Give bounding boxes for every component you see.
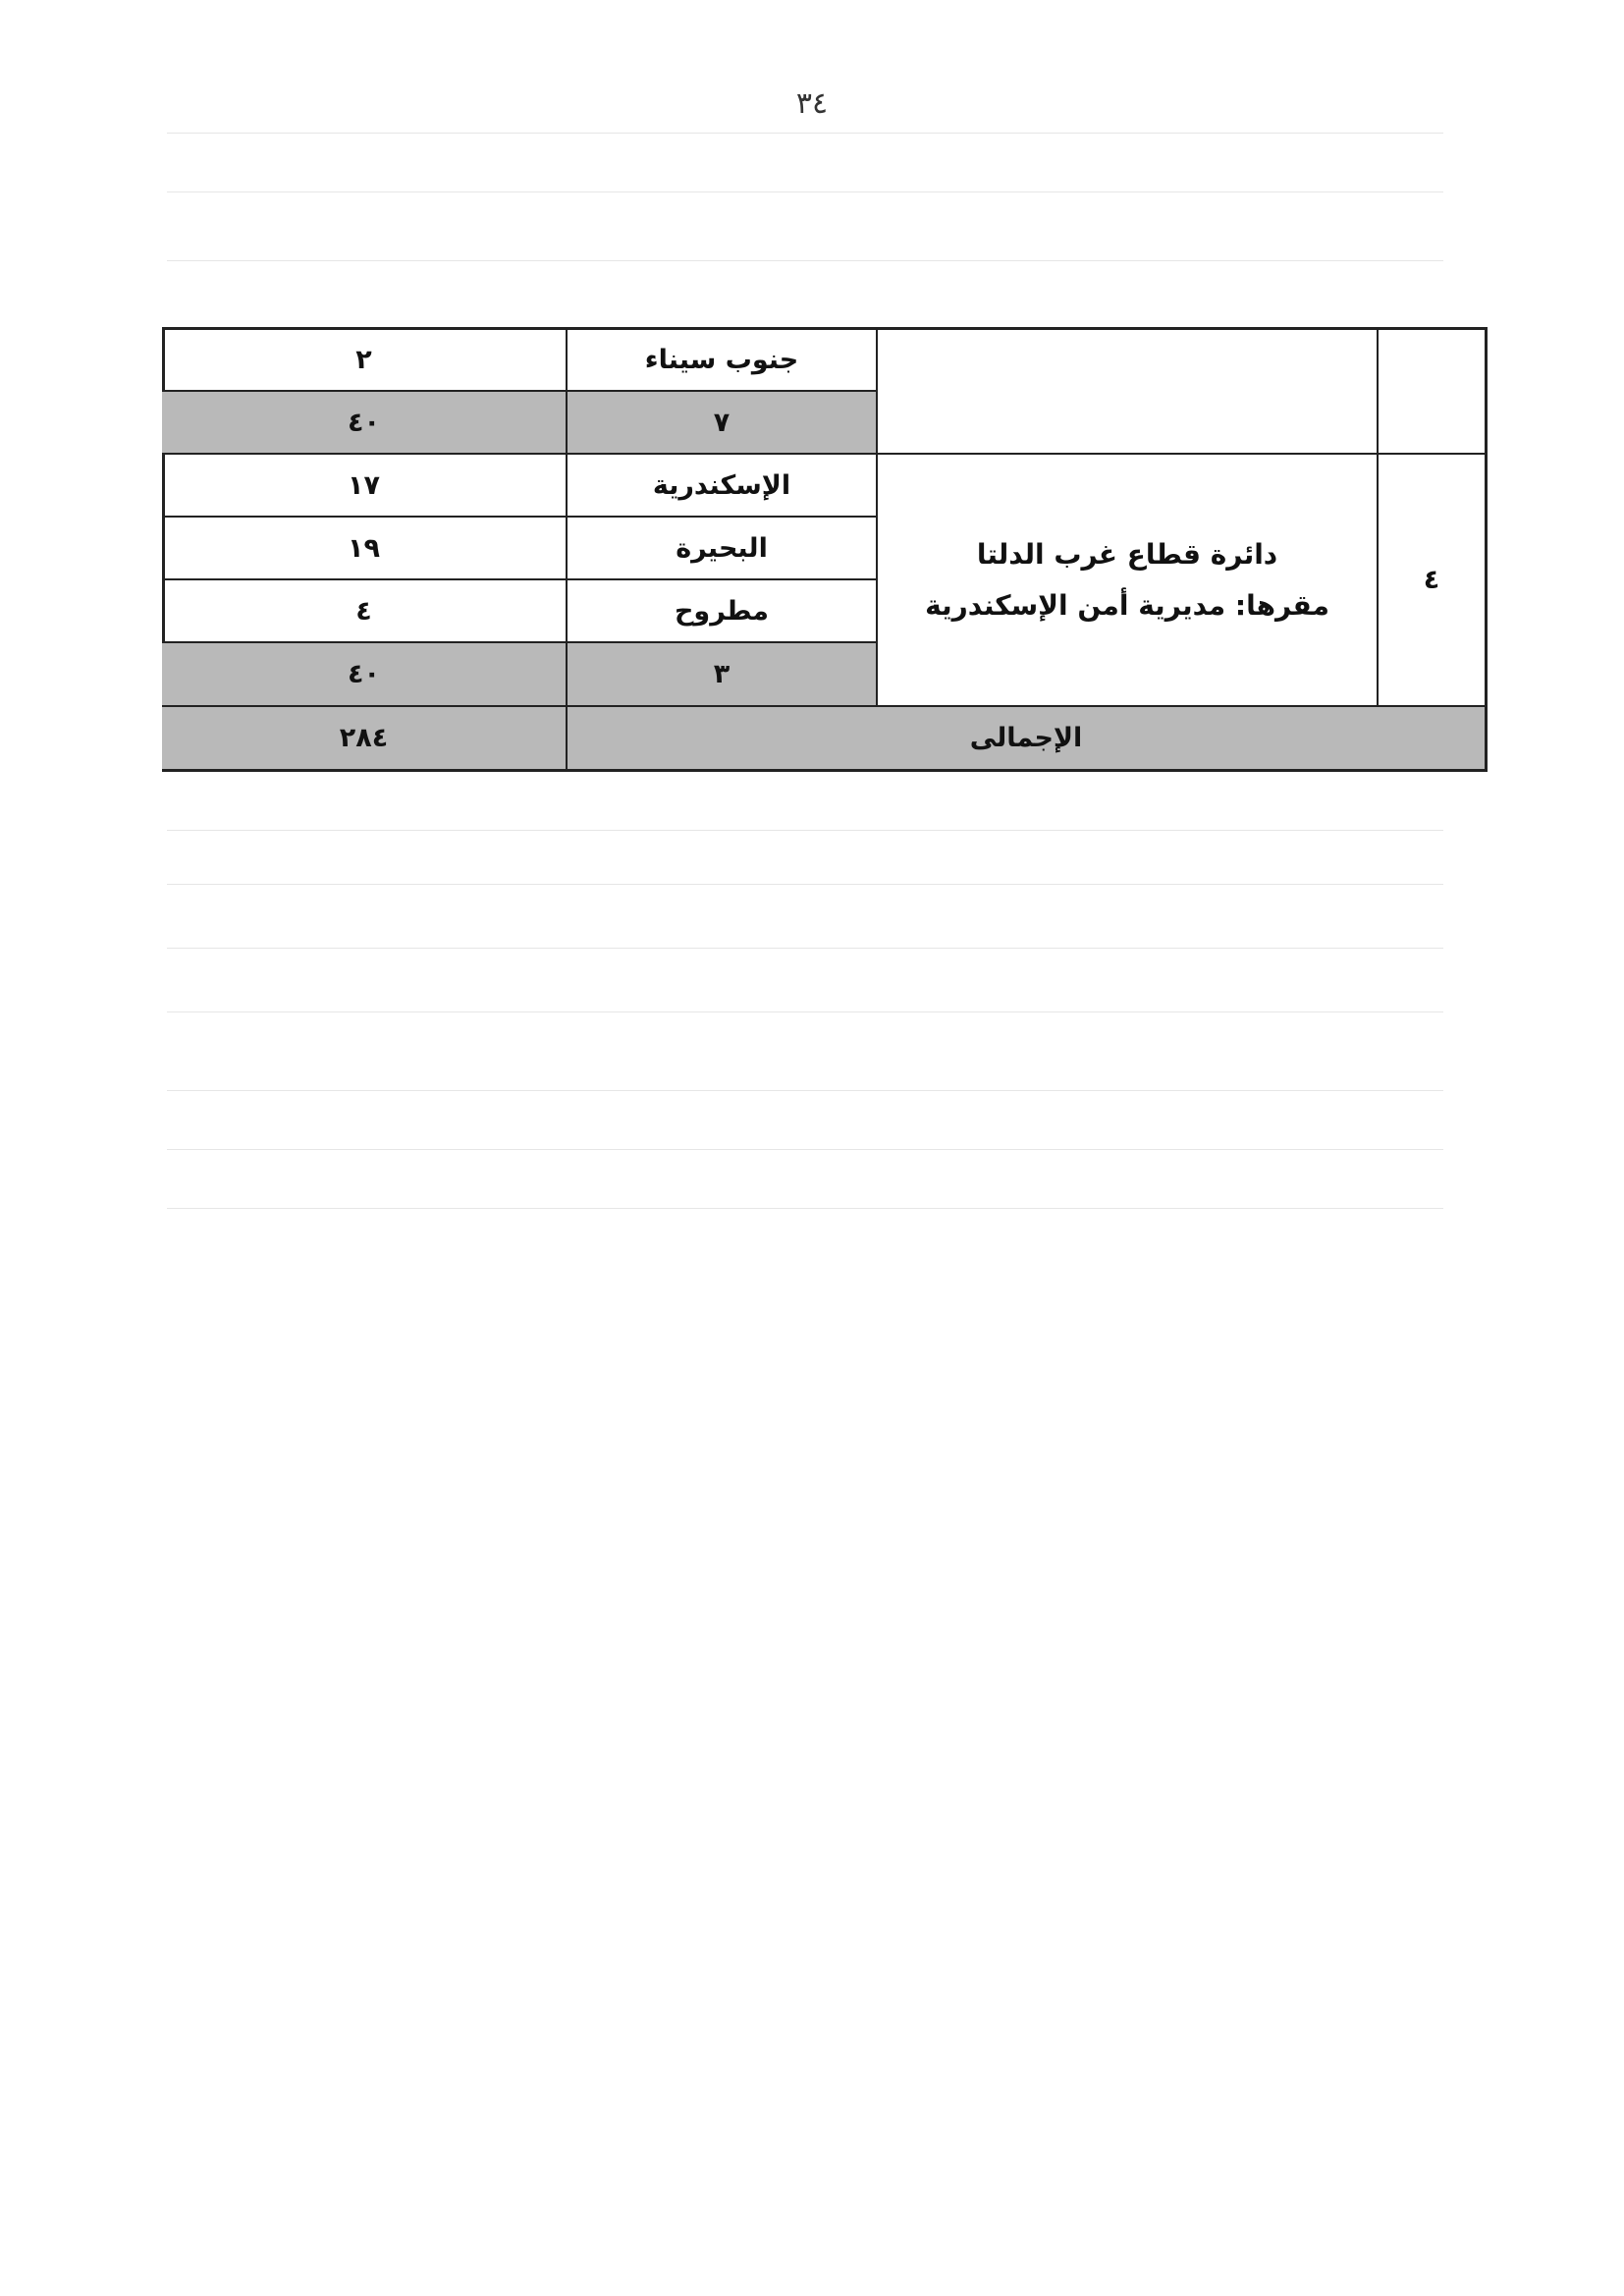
scan-noise	[167, 830, 1443, 831]
count-cell: ١٩	[162, 518, 566, 580]
scan-noise	[167, 948, 1443, 949]
scan-noise	[167, 1208, 1443, 1209]
scan-noise	[167, 191, 1443, 192]
count-cell: ١٧	[162, 455, 566, 518]
subtotal-governorates: ٧	[566, 392, 876, 455]
scan-noise	[167, 1011, 1443, 1012]
index-cell	[1377, 330, 1485, 455]
scan-noise	[167, 1090, 1443, 1091]
districts-table	[162, 327, 1488, 772]
scan-noise	[167, 884, 1443, 885]
subtotal-count: ٤٠	[162, 392, 566, 455]
sector-name: دائرة قطاع غرب الدلتا	[976, 537, 1278, 571]
governorate-cell: مطروح	[566, 580, 876, 643]
page-number: ٣٤	[795, 86, 829, 121]
governorate-cell: الإسكندرية	[566, 455, 876, 518]
subtotal-count: ٤٠	[162, 643, 566, 707]
scan-noise	[167, 260, 1443, 261]
count-cell: ٤	[162, 580, 566, 643]
sector-cell	[876, 330, 1377, 455]
sector-cell	[876, 455, 1377, 707]
sector-headquarters: مقرها: مديرية أمن الإسكندرية	[925, 588, 1329, 622]
index-cell: ٤	[1377, 455, 1485, 707]
subtotal-governorates: ٣	[566, 643, 876, 707]
count-cell: ٢	[162, 330, 566, 392]
governorate-cell: البحيرة	[566, 518, 876, 580]
scan-noise	[167, 1149, 1443, 1150]
scan-noise	[167, 133, 1443, 134]
total-value: ٢٨٤	[162, 707, 566, 769]
governorate-cell: جنوب سيناء	[566, 330, 876, 392]
total-label: الإجمالى	[566, 707, 1485, 769]
